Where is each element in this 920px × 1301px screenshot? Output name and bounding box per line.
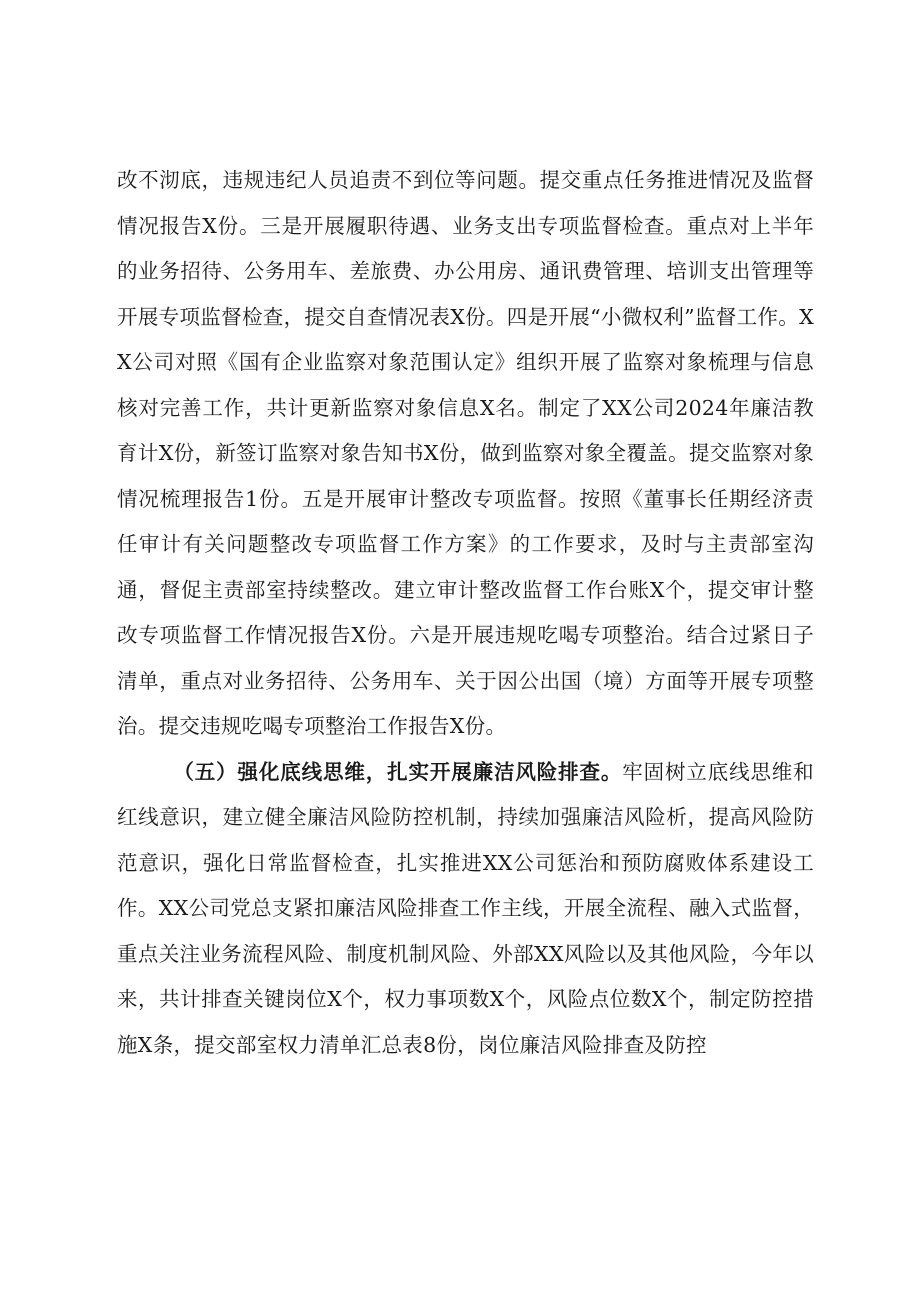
body-paragraph-1 — [117, 158, 814, 750]
paragraph-2-text: 牢固树立底线思维和红线意识，建立健全廉洁风险防控机制，持续加强廉洁风险析，提高风险防范意识，强化日常监督检查，扎实推进XX公司惩治和预防腐败体系建设工作。XX公司党总支紧扣廉洁风险排查工作主线，开展全流程、融入式监督，重点关注业务流程风险、制度机制风险、外部XX风险以及其他风险，今年以来，共计排查关键岗位X个，权力事项数X个，风险点位数X个，制定防控措施X条，提交部室权力清单汇总表8份，岗位廉洁风险排查及防控 — [117, 759, 814, 1057]
body-paragraph-2 — [117, 750, 814, 1069]
paragraph-1-text: 改不沏底，违规违纪人员追责不到位等问题。提交重点任务推进情况及监督情况报告X份。三是开展履职待遇、业务支出专项监督检查。重点对上半年的业务招待、公务用车、差旅费、办公用房、通讯费管理、培训支出管理等开展专项监督检查，提交自查情况表X份。四是开展“小微权利”监督工作。XX公司对照《国有企业监察对象范围认定》组织开展了监察对象梳理与信息核对完善工作，共计更新监察对象信息X名。制定了XX公司2024年廉洁教育计X份，新签订监察对象告知书X份，做到监察对象全覆盖。提交监察对象情况梳理报告1份。五是开展审计整改专项监督。按照《董事长任期经济责任审计有关问题整改专项监督工作方案》的工作要求，及时与主责部室沟通，督促主责部室持续整改。建立审计整改监督工作台账X个，提交审计整改专项监督工作情况报告X份。六是开展违规吃喝专项整治。结合过紧日子清单，重点对业务招待、公务用车、关于因公出国（境）方面等开展专项整治。提交违规吃喝专项整治工作报告X份。 — [117, 168, 814, 738]
document-page — [117, 158, 814, 1068]
section-five-heading: （五）强化底线思维，扎实开展廉洁风险排查。 — [173, 759, 623, 784]
